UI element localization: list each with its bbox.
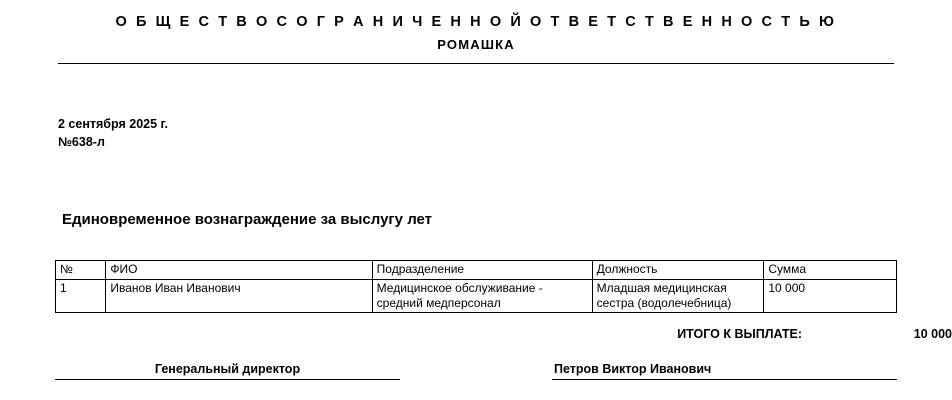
organization-name: РОМАШКА xyxy=(437,37,515,52)
column-header-department: Подразделение xyxy=(372,261,592,280)
document-date: 2 сентября 2025 г. xyxy=(58,117,168,131)
column-header-position: Должность xyxy=(592,261,764,280)
total-value: 10 000 xyxy=(913,327,952,342)
document-meta xyxy=(58,115,952,151)
organization-header xyxy=(0,0,952,52)
cell-number: 1 xyxy=(56,280,106,313)
payments-table-wrapper xyxy=(55,260,952,342)
column-header-number: № xyxy=(56,261,106,280)
cell-fio: Иванов Иван Иванович xyxy=(106,280,372,313)
column-header-fio: ФИО xyxy=(106,261,372,280)
cell-department: Медицинское обслуживание - средний медперсонал xyxy=(372,280,592,313)
page-title: Единовременное вознаграждение за выслугу лет xyxy=(62,211,433,229)
signature-block-left xyxy=(55,362,400,380)
header-divider xyxy=(58,63,894,64)
payments-table xyxy=(55,260,897,313)
cell-sum: 10 000 xyxy=(764,280,897,313)
organization-type: О Б Щ Е С Т В О С О Г Р А Н И Ч Е Н Н О Й О Т В Е Т С Т В Е Н Н О С Т Ь Ю xyxy=(115,14,837,30)
signatory-title: Генеральный директор xyxy=(154,362,301,376)
total-label: ИТОГО К ВЫПЛАТЕ: xyxy=(677,327,802,342)
cell-position: Младшая медицинская сестра (водолечебница) xyxy=(592,280,764,313)
column-header-sum: Сумма xyxy=(764,261,897,280)
table-row xyxy=(56,280,897,313)
total-row xyxy=(55,327,952,341)
signature-area xyxy=(55,362,897,380)
signature-line-right xyxy=(552,379,897,380)
table-header-row xyxy=(56,261,897,280)
signature-line-left xyxy=(55,379,400,380)
signature-block-right xyxy=(552,362,897,380)
signatory-name: Петров Виктор Иванович xyxy=(554,362,712,376)
document-number: №638-л xyxy=(58,135,105,150)
